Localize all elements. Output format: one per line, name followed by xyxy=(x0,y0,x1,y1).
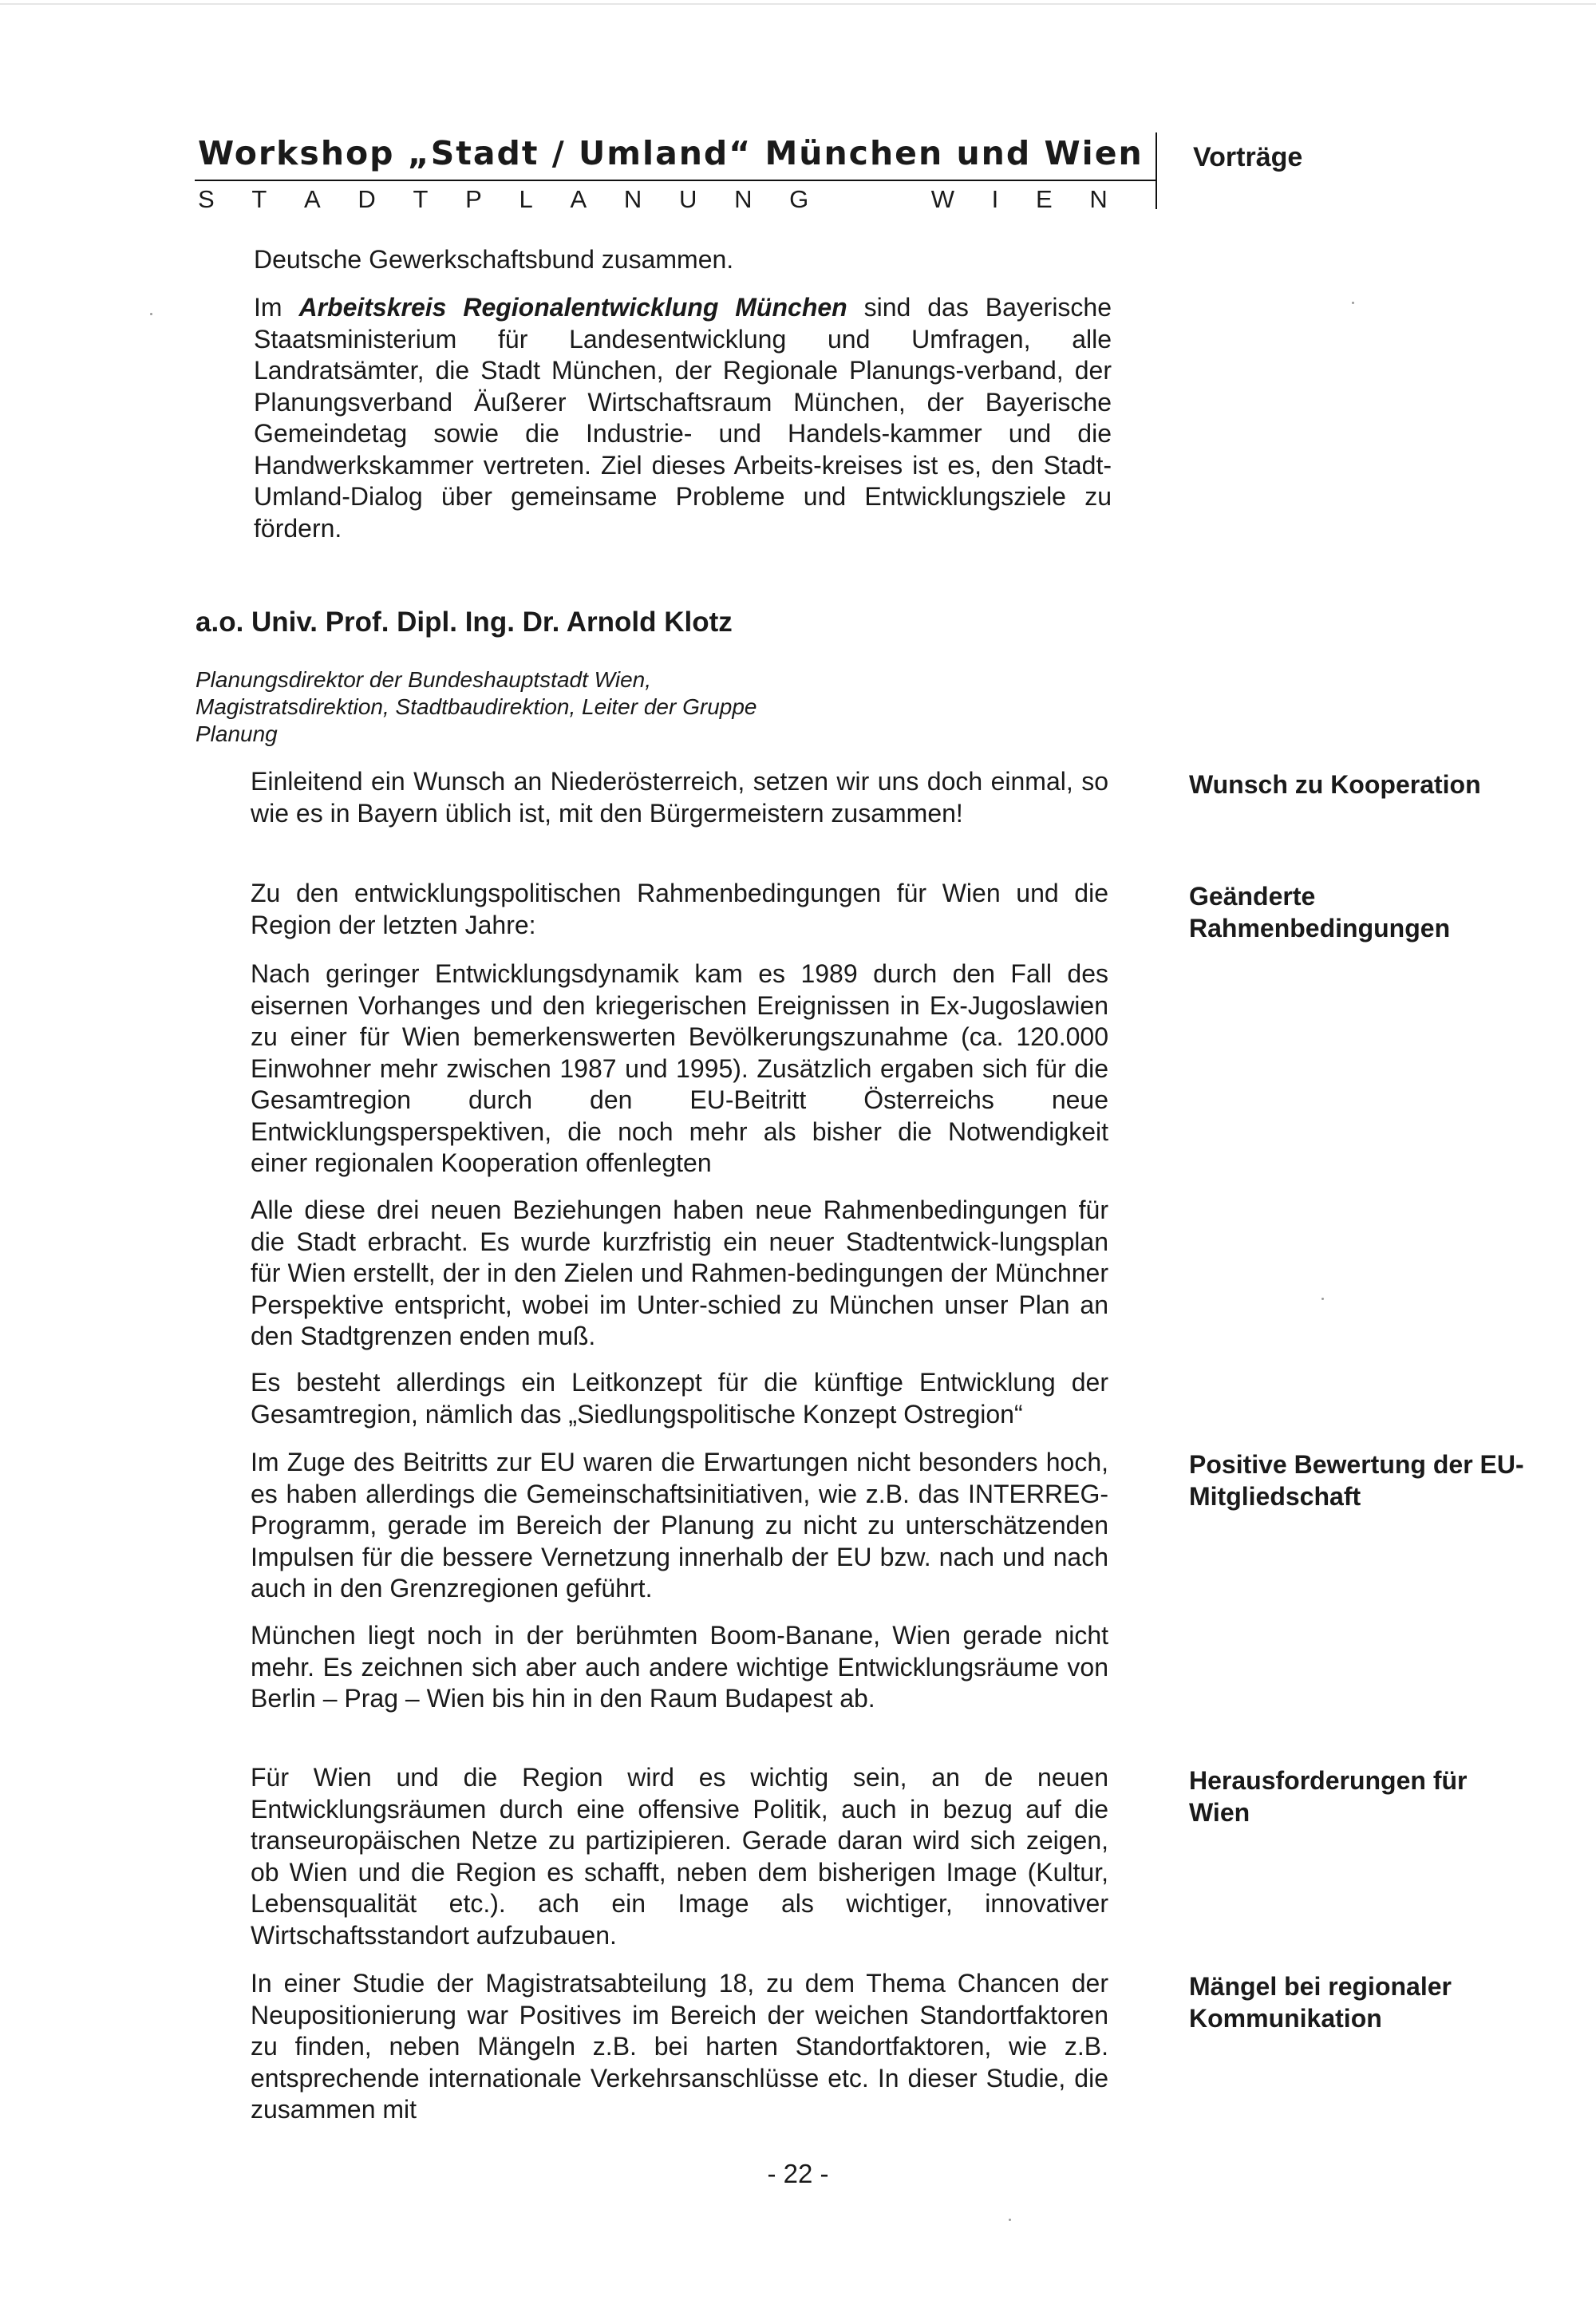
subtitle-letter: T xyxy=(413,185,429,213)
subtitle-letter: N xyxy=(734,185,753,213)
paragraph: In einer Studie der Magistratsabteilung 18, zu dem Thema Chancen der Neupositionierung war Positives im Bereich der weichen Standortfaktoren zu finden, neben Mängeln z.B. bei harten Standortfaktoren, wie z.B. entsprechende internationale Verkehrsanschlüsse etc. In dieser Studie, die zusammen mit xyxy=(251,1969,1108,2124)
speaker-role: Planungsdirektor der Bundeshauptstadt Wien, Magistratsdirektion, Stadtbaudirektion, Leiter der Gruppe Planung xyxy=(196,667,757,746)
intro-lead: Im xyxy=(254,293,282,322)
intro-paragraph-2 xyxy=(254,292,1112,544)
margin-note-kommunikation: Mängel bei regionaler Kommunikation xyxy=(1189,1972,1452,2033)
subtitle-letter: N xyxy=(623,185,642,213)
margin-note-herausforderungen: Herausforderungen für Wien xyxy=(1189,1766,1468,1827)
subtitle-letter: W xyxy=(930,185,954,213)
subtitle-letter: E xyxy=(1036,185,1053,213)
header-title: Workshop „Stadt / Umland“ München und Wien xyxy=(198,134,1144,172)
header-rule xyxy=(195,180,1156,181)
subtitle-letter: I xyxy=(991,185,999,213)
paragraph: Alle diese drei neuen Beziehungen haben neue Rahmenbedingungen für die Stadt erbracht. Es wurde kurzfristig ein neuer Stadtentwick-lungsplan für Wien erstellt, der in den Zielen und Rahmen-bedingungen der Münchner Perspektive entspricht, wobei im Unter-schied zu München unser Plan an den Stadtgrenzen enden muß. xyxy=(251,1196,1108,1350)
subtitle-letter: P xyxy=(465,185,482,213)
paragraph: Es besteht allerdings ein Leitkonzept für die künftige Entwicklung der Gesamtregion, nämlich das „Siedlungspolitische Konzept Ostregion“ xyxy=(251,1368,1108,1429)
subtitle-letter: T xyxy=(251,185,267,213)
section-label: Vorträge xyxy=(1193,142,1303,172)
subtitle-letter: L xyxy=(519,185,533,213)
subtitle-letter: U xyxy=(678,185,697,213)
subtitle-letter: N xyxy=(1089,185,1108,213)
scan-speck xyxy=(1352,302,1354,304)
paragraph: Für Wien und die Region wird es wichtig sein, an de neuen Entwicklungsräumen durch eine offensive Politik, auch in bezug auf die transeuropäischen Netze zu partizipieren. Gerade daran wird sich zeigen, ob Wien und die Region es schafft, neben dem bisherigen Image (Kultur, Lebensqualität etc.). ach ein Image als wichtiger, innovativer Wirtschaftsstandort aufzubauen. xyxy=(251,1763,1108,1950)
subtitle-letter: A xyxy=(304,185,321,213)
subtitle-letter: G xyxy=(789,185,809,213)
margin-note-kooperation: Wunsch zu Kooperation xyxy=(1189,770,1481,799)
paragraph: München liegt noch in der berühmten Boom-Banane, Wien gerade nicht mehr. Es zeichnen sich aber auch andere wichtige Entwicklungsräume von Berlin – Prag – Wien bis hin in den Raum Budapest ab. xyxy=(251,1621,1108,1713)
speaker-name: a.o. Univ. Prof. Dipl. Ing. Dr. Arnold Klotz xyxy=(196,607,733,638)
scan-speck xyxy=(150,313,152,315)
scan-speck xyxy=(1009,2219,1011,2221)
scan-edge-line xyxy=(0,3,1596,5)
paragraph: Im Zuge des Beitritts zur EU waren die Erwartungen nicht besonders hoch, es haben allerdings die Gemeinschaftsinitiativen, wie z.B. das INTERREG-Programm, gerade im Bereich der Planung zu nicht zu unterschätzenden Impulsen für die bessere Vernetzung innerhalb der EU bzw. nach und nach auch in den Grenzregionen geführt. xyxy=(251,1448,1108,1603)
margin-note-rahmenbedingungen: Geänderte Rahmenbedingungen xyxy=(1189,882,1451,943)
header-subtitle xyxy=(198,185,1108,214)
subtitle-letter: D xyxy=(358,185,376,213)
paragraph: Nach geringer Entwicklungsdynamik kam es 1989 durch den Fall des eisernen Vorhanges und den kriegerischen Ereignissen in Ex-Jugoslawien zu einer für Wien bemerkenswerten Bevölkerungszunahme (ca. 120.000 Einwohner mehr zwischen 1987 und 1995). Zusätzlich ergaben sich für die Gesamtregion durch den EU-Beitritt Österreichs neue Entwicklungsperspektiven, die noch mehr als bisher die Notwendigkeit einer regionalen Kooperation offenlegten xyxy=(251,959,1108,1177)
intro-rest: sind das Bayerische Staatsministerium für Landesentwicklung und Umfragen, alle Landratsämter, die Stadt München, der Regionale Planungs-verband, der Planungsverband Äußerer Wirtschaftsraum München, der Bayerische Gemeindetag sowie die Industrie- und Handels-kammer und die Handwerkskammer vertreten. Ziel dieses Arbeits-kreises ist es, den Stadt-Umland-Dialog über gemeinsame Probleme und Entwicklungsziele zu fördern. xyxy=(254,293,1112,543)
margin-note-eu-mitgliedschaft: Positive Bewertung der EU-Mitgliedschaft xyxy=(1189,1450,1524,1511)
scan-speck xyxy=(1321,1298,1324,1300)
subtitle-gap xyxy=(846,185,894,214)
intro-paragraph-1: Deutsche Gewerkschaftsbund zusammen. xyxy=(254,245,734,274)
subtitle-letter: A xyxy=(570,185,587,213)
paragraph: Einleitend ein Wunsch an Niederösterreich, setzen wir uns doch einmal, so wie es in Bayern üblich ist, mit den Bürgermeistern zusammen! xyxy=(251,767,1108,828)
arbeitskreis-highlight: Arbeitskreis Regionalentwicklung München xyxy=(298,293,847,322)
header-vertical-rule xyxy=(1156,132,1157,209)
subtitle-letter: S xyxy=(198,185,215,213)
paragraph: Zu den entwicklungspolitischen Rahmenbedingungen für Wien und die Region der letzten Jahre: xyxy=(251,879,1108,939)
page-number: - 22 - xyxy=(767,2159,829,2188)
